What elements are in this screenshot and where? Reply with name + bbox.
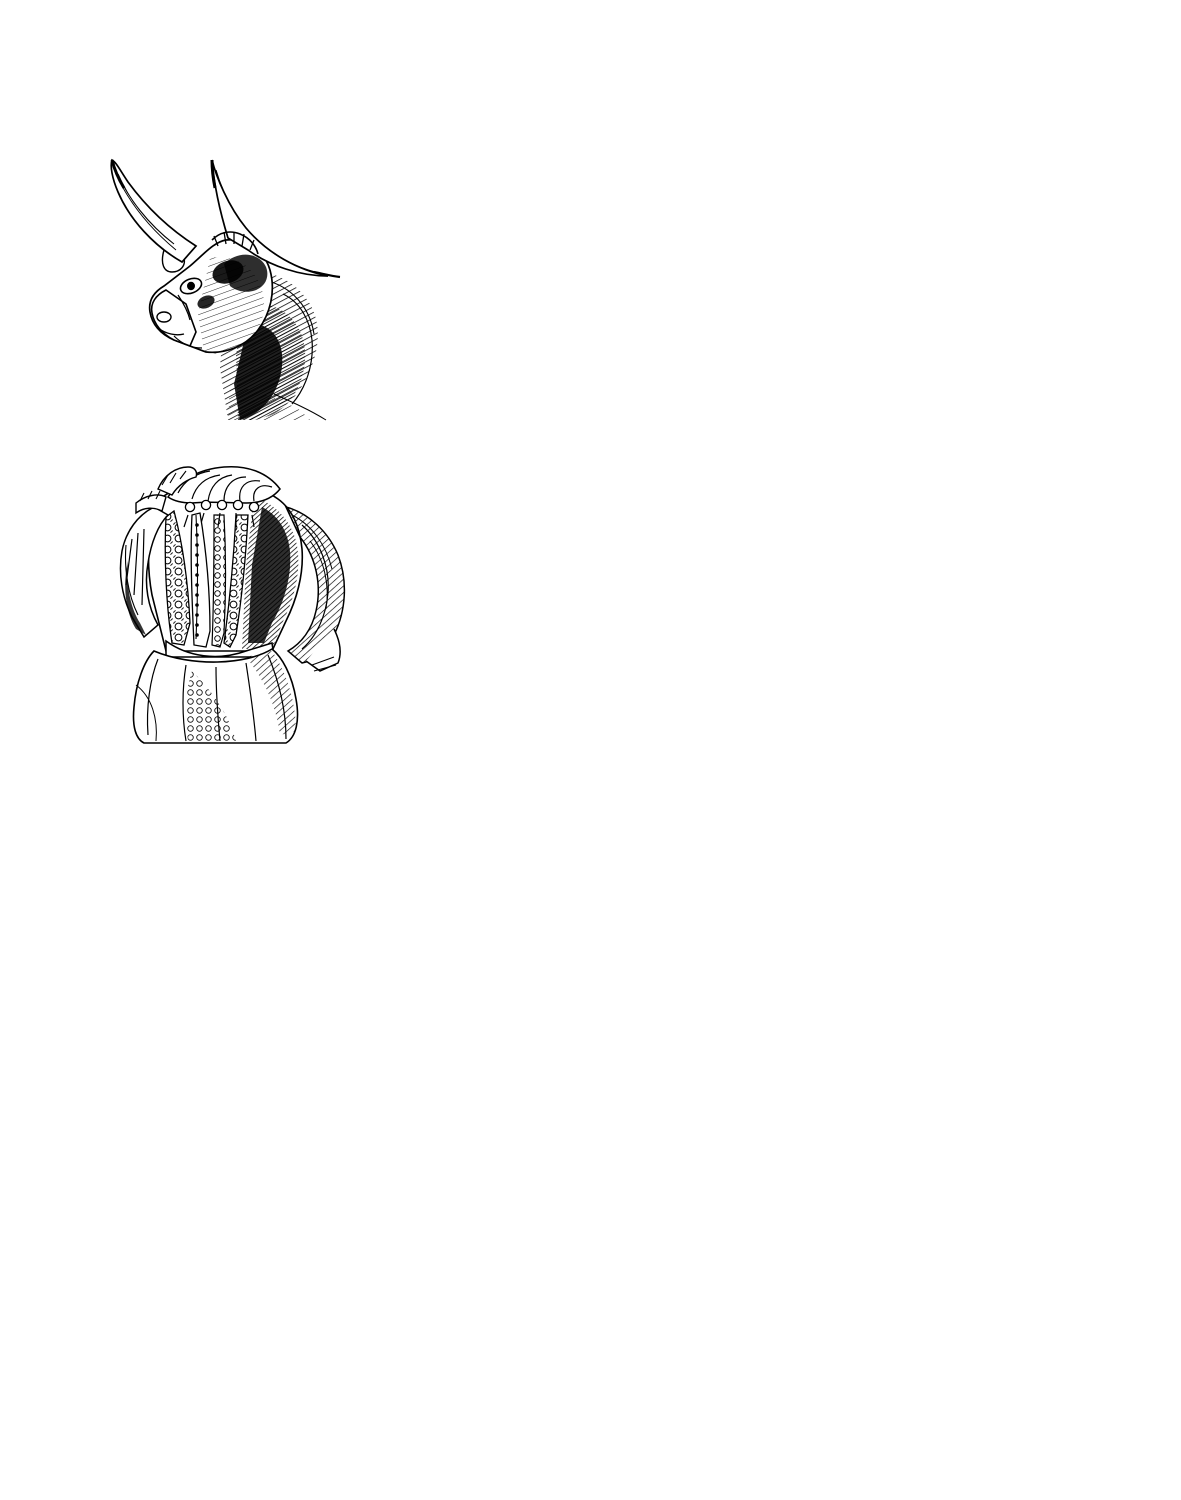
doublet-illustration: [96, 445, 446, 750]
running-head: [47, 46, 547, 71]
bull-head-illustration: [78, 154, 446, 429]
commentary-notes-column: [46, 140, 446, 758]
